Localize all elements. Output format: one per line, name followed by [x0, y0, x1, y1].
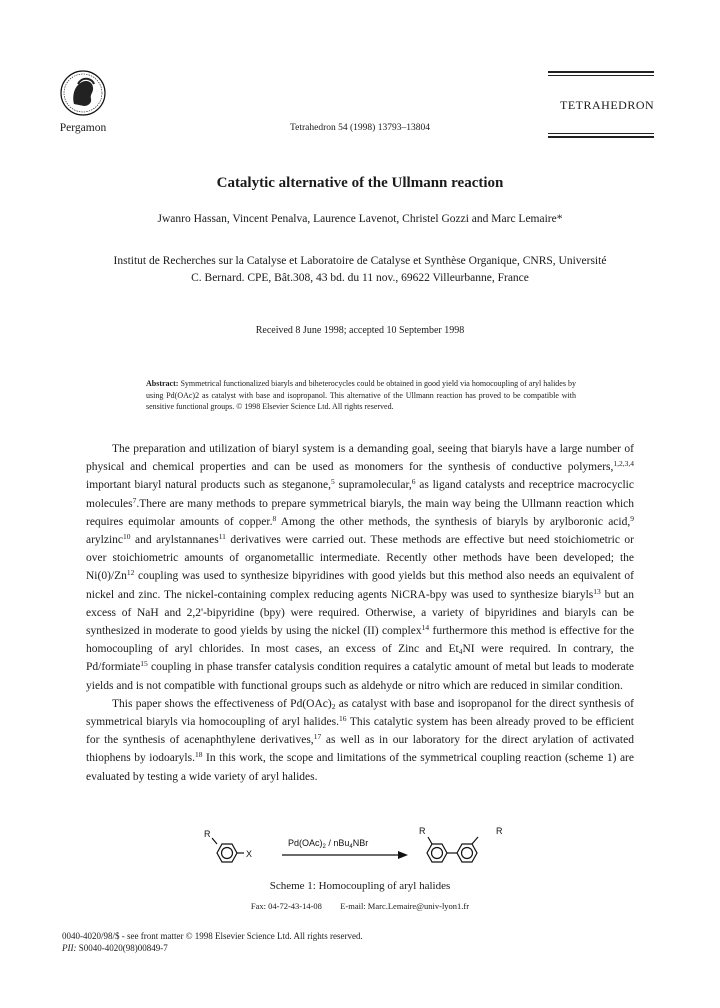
publisher-name: Pergamon [59, 122, 107, 134]
fax-number: Fax: 04-72-43-14-08 [250, 901, 322, 911]
paragraph: This paper shows the effectiveness of $Pd(OAc)_2$ as catalyst with base and isopropanol for the direct synthesis of symmetrical biaryls via homocoupling of aryl halides.$^{16}$ This catalytic system has been already proved to be efficient for the synthesis of acenaphthylene derivatives,$^{17}$ as well as in our laboratory for the direct arylation of activated thiophens by iodoaryls.$^{18}$ In this work, the scope and limitations of the symmetrical coupling reaction (scheme 1) are evaluated by testing a wide variety of aryl halides. [86, 697, 634, 783]
header-rule [548, 71, 654, 73]
r-substituent-label: R [204, 829, 211, 839]
pergamon-logo-icon [60, 70, 106, 116]
footer [62, 930, 363, 954]
abstract-label: Abstract: [146, 379, 179, 388]
copyright-line: 0040-4020/98/$ - see front matter © 1998 Elsevier Science Ltd. All rights reserved. [62, 931, 363, 941]
header-rule [548, 136, 654, 138]
email-address: E-mail: Marc.Lemaire@univ-lyon1.fr [340, 901, 470, 911]
journal-name: TETRAHEDRON [560, 98, 655, 112]
author-list: Jwanro Hassan, Vincent Penalva, Laurence Lavenot, Christel Gozzi and Marc Lemaire* [157, 213, 563, 225]
r-substituent-label: R [496, 826, 503, 836]
halide-label: X [246, 849, 253, 859]
pii-label: PII: [62, 943, 77, 953]
pii-value: S0040-4020(98)00849-7 [78, 943, 168, 953]
aryl-halide-structure [212, 838, 244, 862]
header-rule [548, 75, 654, 76]
journal-reference: Tetrahedron 54 (1998) 13793–13804 [290, 123, 430, 133]
article-title: Catalytic alternative of the Ullmann reaction [216, 175, 504, 191]
biaryl-product-structure [427, 837, 478, 862]
contact-line [0, 901, 720, 911]
pii-line [62, 942, 363, 954]
reagents-label: $Pd(OAc)_2 / nBu_4NBr$ [288, 838, 369, 850]
affiliation [86, 253, 634, 287]
r-substituent-label: R [419, 826, 426, 836]
header-rule [548, 133, 654, 134]
reaction-arrow-icon [282, 851, 408, 859]
abstract [146, 378, 576, 413]
affiliation-line: Institut de Recherches sur la Catalyse et Laboratoire de Catalyse et Synthèse Organique, CNRS, Université [113, 255, 607, 267]
scheme-caption: Scheme 1: Homocoupling of aryl halides [269, 880, 451, 892]
received-dates: Received 8 June 1998; accepted 10 September 1998 [255, 325, 465, 336]
body-text [86, 440, 634, 786]
paragraph: The preparation and utilization of biaryl system is a demanding goal, seeing that biaryls have a large number of physical and chemical properties and can be used as monomers for the synthesis of conductive polymers,$^{1,2,3,4}$ important biaryl natural products such as steganone,$^5$ supramolecular,$^6$ as ligand catalysts and receptrice macrocyclic molecules$^7$.There are many methods to prepare symmetrical biaryls, the main way being the Ullmann reaction which requires equimolar amounts of copper.$^8$ Among the other methods, the synthesis of biaryls by arylboronic acid,$^9$ arylzinc$^{10}$ and arylstannanes$^{11}$ derivatives were carried out. These methods are effective but need stoichiometric or over stoichiometric amounts of organometallic intermediate. Recently other methods have been developed; the Ni(0)/Zn$^{12}$ coupling was used to synthesize bipyridines with good yields but this method also needs an equivalent of nickel and zinc. The nickel-containing complex reducing agents NiCRA-bpy was used to synthesize biaryls$^{13}$ but an excess of NaH and 2,2'-bipyridine (bpy) were required. Otherwise, a variety of bipyridines and biaryls can be synthesized in moderate to good yields by using the nickel (II) complex$^{14}$ furthermore this method is effective for the homocoupling of aryl chlorides. In most cases, an excess of Zinc and $Et_4NI$ were required. In contrary, the Pd/formiate$^{15}$ coupling in phase transfer catalysis condition requires a catalytic amount of metal but leads to moderate yields and is not compatible with functional groups such as aldehyde or nitro which are reduced in similar condition. [86, 443, 634, 692]
abstract-text: Symmetrical functionalized biaryls and biheterocycles could be obtained in good yield via homocoupling of aryl halides by using Pd(OAc)2 as catalyst with base and isopropanol. This alternative of the Ullmann reaction has proved to be compatible with sensitive functional groups. © 1998 Elsevier Science Ltd. All rights reserved. [146, 379, 577, 411]
reaction-scheme [200, 826, 520, 876]
affiliation-line: C. Bernard. CPE, Bât.308, 43 bd. du 11 nov., 69622 Villeurbanne, France [191, 272, 529, 284]
